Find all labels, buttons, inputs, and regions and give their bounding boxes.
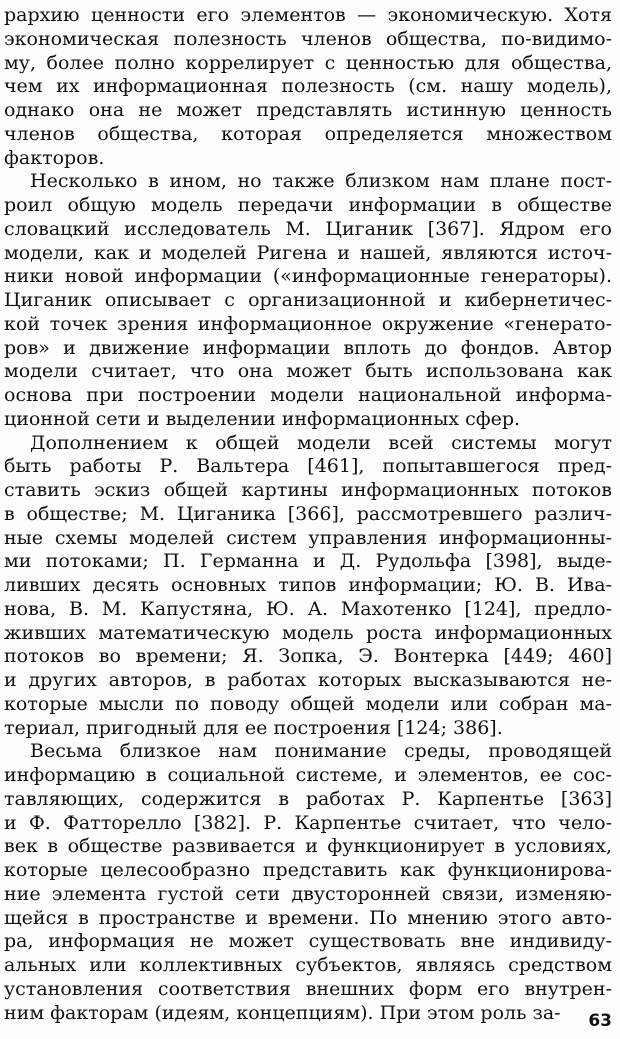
text-line: информацию в социальной системе, и элементов, ее сос- xyxy=(4,764,612,786)
text-line: основа при построении модели национальной информа- xyxy=(4,384,612,406)
text-line: экономическая полезность членов общества, по-видимо- xyxy=(4,28,612,50)
text-line: териал, пригодный для ее построения [124; 386]. xyxy=(4,717,503,739)
text-line: тавляющих, содержится в работах Р. Карпентье [363] xyxy=(4,788,612,810)
text-line: Несколько в ином, но также близком нам плане пост- xyxy=(30,170,612,192)
text-line: чем их информационная полезность (см. нашу модель), xyxy=(4,75,612,97)
text-line: ливших десять основных типов информации; Ю. В. Ива- xyxy=(4,574,612,596)
text-line: ние элемента густой сети двусторонней связи, изменяю- xyxy=(4,883,612,905)
text-line: Циганик описывает с организационной и кибернетичес- xyxy=(4,289,612,311)
text-line: и Ф. Фатторелло [382]. Р. Карпентье считает, что чело- xyxy=(4,812,612,834)
text-line: однако она не может представлять истинную ценность xyxy=(4,99,612,121)
text-line: модели, как и моделей Ригена и нашей, являются источ- xyxy=(4,242,612,264)
text-line: роил общую модель передачи информации в обществе xyxy=(4,194,612,216)
text-line: которые целесообразно представить как функционирова- xyxy=(4,859,612,881)
text-line: ные схемы моделей систем управления информационны- xyxy=(4,527,612,549)
text-line: век в обществе развивается и функционирует в условиях, xyxy=(4,835,612,857)
text-line: кой точек зрения информационное окружение «генерато- xyxy=(4,313,612,335)
text-line: ники новой информации («информационные генераторы). xyxy=(4,265,612,287)
text-line: факторов. xyxy=(4,147,105,169)
text-line: ним факторам (идеям, концепциям). При этом роль за- xyxy=(4,1002,561,1024)
text-line: ми потоками; П. Германна и Д. Рудольфа [398], выде- xyxy=(4,550,612,572)
text-line: альных или коллективных субъектов, являясь средством xyxy=(4,954,612,976)
text-line: нова, В. М. Капустяна, Ю. А. Махотенко [124], предло- xyxy=(4,598,612,620)
page-number: 63 xyxy=(588,1011,612,1031)
text-line: потоков во времени; Я. Зопка, Э. Вонтерка [449; 460] xyxy=(4,645,612,667)
text-line: Дополнением к общей модели всей системы могут xyxy=(30,432,612,454)
text-line: ров» и движение информации вплоть до фондов. Автор xyxy=(4,337,612,359)
text-line: ставить эскиз общей картины информационных потоков xyxy=(4,479,612,501)
text-line: в обществе; М. Циганика [366], рассмотревшего различ- xyxy=(4,503,612,525)
text-line: членов общества, которая определяется множеством xyxy=(4,123,612,145)
text-line: ра, информация не может существовать вне индивиду- xyxy=(4,930,612,952)
text-line: модели считает, что она может быть использована как xyxy=(4,360,612,382)
text-line: живших математическую модель роста информационных xyxy=(4,622,612,644)
text-line: щейся в пространстве и времени. По мнению этого авто- xyxy=(4,907,612,929)
text-line: му, более полно коррелирует с ценностью для общества, xyxy=(4,52,612,74)
text-line: которые мысли по поводу общей модели или собран ма- xyxy=(4,693,612,715)
text-line: словацкий исследователь М. Циганик [367]. Ядром его xyxy=(4,218,612,240)
text-line: ционной сети и выделении информационных сфер. xyxy=(4,408,521,430)
text-line: и других авторов, в работах которых высказываются не- xyxy=(4,669,612,691)
text-line: Весьма близкое нам понимание среды, проводящей xyxy=(30,740,612,762)
text-line: установления соответствия внешних форм его внутрен- xyxy=(4,978,612,1000)
text-line: рархию ценности его элементов — экономическую. Хотя xyxy=(4,4,612,26)
text-line: быть работы Р. Вальтера [461], попытавшегося пред- xyxy=(4,455,612,477)
